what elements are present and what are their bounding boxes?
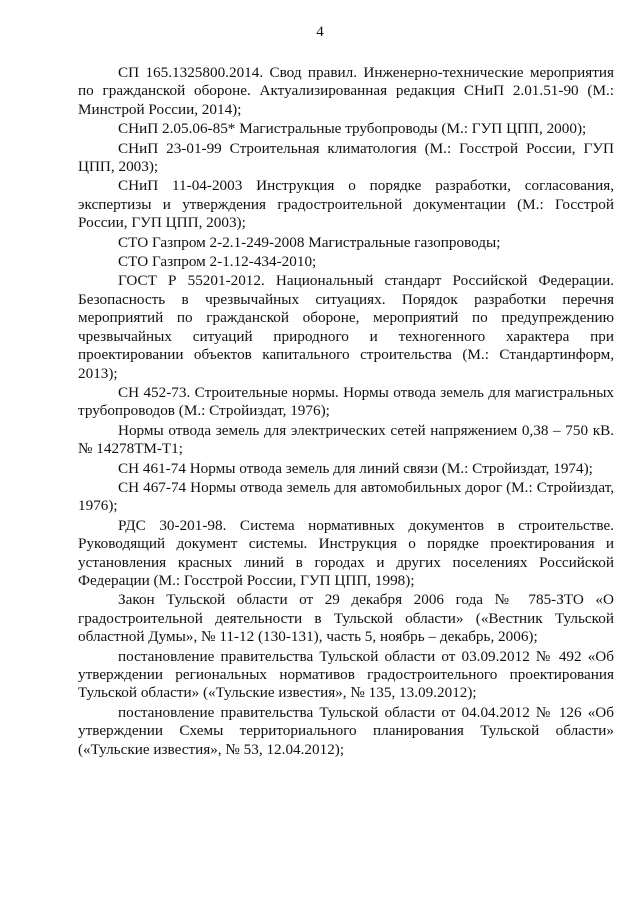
reference-sto-gazprom-249: СТО Газпром 2-2.1-249-2008 Магистральные газопроводы; bbox=[118, 233, 501, 251]
reference-sto-gazprom-434: СТО Газпром 2-1.12-434-2010; bbox=[118, 253, 317, 271]
reference-electric-networks-norms: Нормы отвода земель для электрических сетей напряжением 0,38 – 750 кВ. № 14278ТМ-Т1; bbox=[78, 421, 614, 458]
reference-tula-resolution-492: постановление правительства Тульской области от 03.09.2012 № 492 «Об утверждении региональных нормативов градостроительного проектирования Тульской области» («Тульские известия», № 135, 13.09.2012); bbox=[78, 647, 614, 702]
reference-sn-452: СН 452-73. Строительные нормы. Нормы отвода земель для магистральных трубопроводов (М.: Стройиздат, 1976); bbox=[78, 383, 614, 420]
page-number: 4 bbox=[316, 24, 324, 40]
reference-gost-55201: ГОСТ Р 55201-2012. Национальный стандарт Российской Федерации. Безопасность в чрезвычайных ситуациях. Порядок разработки перечня мероприятий по гражданской обороне, мероприятий по предупреждению чрезвычайных ситуаций природного и техногенного характера при проектировании объектов капитального строительства (М.: Стандартинформ, 2013); bbox=[78, 272, 614, 382]
reference-snip-23-01: СНиП 23-01-99 Строительная климатология (М.: Госстрой России, ГУП ЦПП, 2003); bbox=[78, 139, 614, 176]
reference-snip-2-05-06: СНиП 2.05.06-85* Магистральные трубопроводы (М.: ГУП ЦПП, 2000); bbox=[118, 120, 587, 138]
reference-tula-law-785: Закон Тульской области от 29 декабря 2006 года № 785-ЗТО «О градостроительной деятельности в Тульской области» («Вестник Тульской областной Думы», № 11-12 (130-131), часть 5, ноябрь – декабрь, 2006); bbox=[78, 591, 614, 646]
reference-sp-165: СП 165.1325800.2014. Свод правил. Инженерно-технические мероприятия по гражданской обороне. Актуализированная редакция СНиП 2.01.51-90 (М.: Минстрой России, 2014); bbox=[78, 64, 614, 118]
reference-sn-467: СН 467-74 Нормы отвода земель для автомобильных дорог (М.: Стройиздат, 1976); bbox=[78, 478, 614, 515]
references-list bbox=[78, 64, 614, 759]
reference-tula-resolution-126: постановление правительства Тульской области от 04.04.2012 № 126 «Об утверждении Схемы территориального планирования Тульской области» («Тульские известия», № 53, 12.04.2012); bbox=[78, 703, 614, 758]
reference-sn-461: СН 461-74 Нормы отвода земель для линий связи (М.: Стройиздат, 1974); bbox=[118, 459, 593, 477]
reference-rds-30-201: РДС 30-201-98. Система нормативных документов в строительстве. Руководящий документ системы. Инструкция о порядке проектирования и установления красных линий в городах и других поселениях Российской Федерации (М.: Госстрой России, ГУП ЦПП, 1998); bbox=[78, 516, 614, 589]
reference-snip-11-04: СНиП 11-04-2003 Инструкция о порядке разработки, согласования, экспертизы и утверждения градостроительной документации (М.: Госстрой России, ГУП ЦПП, 2003); bbox=[78, 177, 614, 232]
